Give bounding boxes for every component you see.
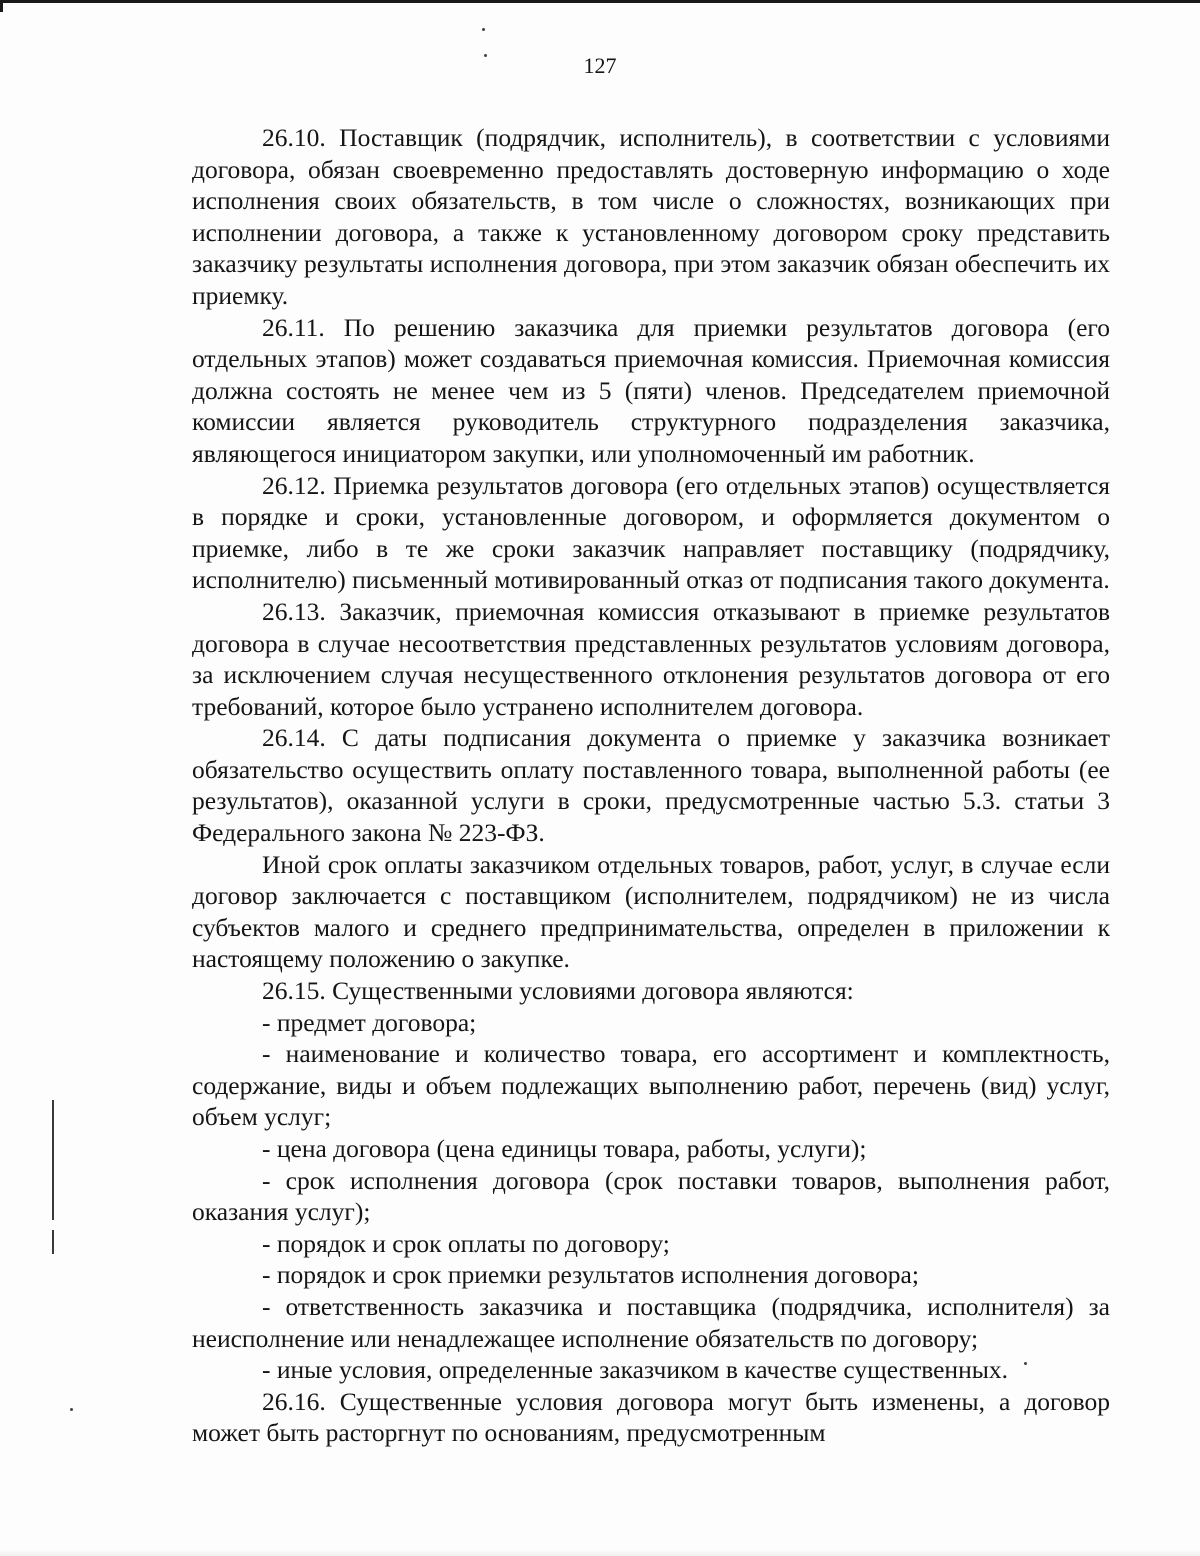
paragraph-payment-term: Иной срок оплаты заказчиком отдельных товаров, работ, услуг, в случае если договор заключается с поставщиком (исполнителем, подрядчиком) не из числа субъектов малого и среднего предпринимательства, определен в приложении к настоящему положению о закупке. [192, 849, 1110, 974]
paragraph-26-13: 26.13. Заказчик, приемочная комиссия отказывают в приемке результатов договора в случае несоответствия представленных результатов условиям договора, за исключением случая несущественного отклонения результатов договора от его требований, которое было устранено исполнителем договора. [192, 596, 1110, 721]
paragraph-26-10: 26.10. Поставщик (подрядчик, исполнитель), в соответствии с условиями договора, обязан своевременно предоставлять достоверную информацию о ходе исполнения своих обязательств, в том числе о сложностях, возникающих при исполнении договора, а также к установленному договором сроку представить заказчику результаты исполнения договора, при этом заказчик обязан обеспечить их приемку. [192, 123, 1110, 310]
scan-speck [482, 28, 485, 31]
paragraph-26-15: 26.15. Существенными условиями договора являются: [262, 976, 854, 1006]
scan-left-border [0, 0, 3, 12]
page-number: 127 [583, 53, 617, 78]
list-item: - предмет договора; [262, 1007, 477, 1037]
paragraph-26-11: 26.11. По решению заказчика для приемки результатов договора (его отдельных этапов) может создаваться приемочная комиссия. Приемочная комиссия должна состоять не менее чем из 5 (пяти) членов. Председателем приемочной комиссии является руководитель структурного подразделения заказчика, являющегося инициатором закупки, или уполномоченный им работник. [192, 312, 1110, 468]
list-item: - цена договора (цена единицы товара, работы, услуги); [262, 1134, 867, 1163]
list-item: - срок исполнения договора (срок поставки товаров, выполнения работ, оказания услуг); [192, 1165, 1110, 1227]
list-item: - иные условия, определенные заказчиком в качестве существенных. [262, 1355, 1008, 1385]
document-body [192, 122, 1110, 1449]
paragraph-26-12: 26.12. Приемка результатов договора (его отдельных этапов) осуществляется в порядке и сроки, установленные договором, и оформляется документом о приемке, либо в те же сроки заказчик направляет поставщику (подрядчику, исполнителю) письменный мотивированный отказ от подписания такого документа. [192, 470, 1110, 595]
scan-speck [484, 54, 487, 57]
scan-margin-mark [52, 1230, 54, 1254]
list-item: - ответственность заказчика и поставщика (подрядчика, исполнителя) за неисполнение или ненадлежащее исполнение обязательств по договору; [192, 1291, 1110, 1353]
paragraph-26-14: 26.14. С даты подписания документа о приемке у заказчика возникает обязательство осуществить оплату поставленного товара, выполненной работы (ее результатов), оказанной услуги в сроки, предусмотренные частью 5.3. статьи 3 Федерального закона № 223-ФЗ. [192, 723, 1110, 848]
scan-top-border [0, 0, 1200, 3]
scan-margin-mark [52, 1100, 54, 1220]
list-item: - порядок и срок оплаты по договору; [262, 1228, 670, 1258]
scan-bottom-edge [0, 1548, 1200, 1556]
list-item: - порядок и срок приемки результатов исполнения договора; [262, 1260, 919, 1290]
paragraph-26-16: 26.16. Существенные условия договора могут быть изменены, а договор может быть расторгнут по основаниям, предусмотренным [192, 1386, 1110, 1448]
list-item: - наименование и количество товара, его ассортимент и комплектность, содержание, виды и объем подлежащих выполнению работ, перечень (вид) услуг, объем услуг; [192, 1039, 1110, 1132]
scan-speck [70, 1408, 73, 1411]
